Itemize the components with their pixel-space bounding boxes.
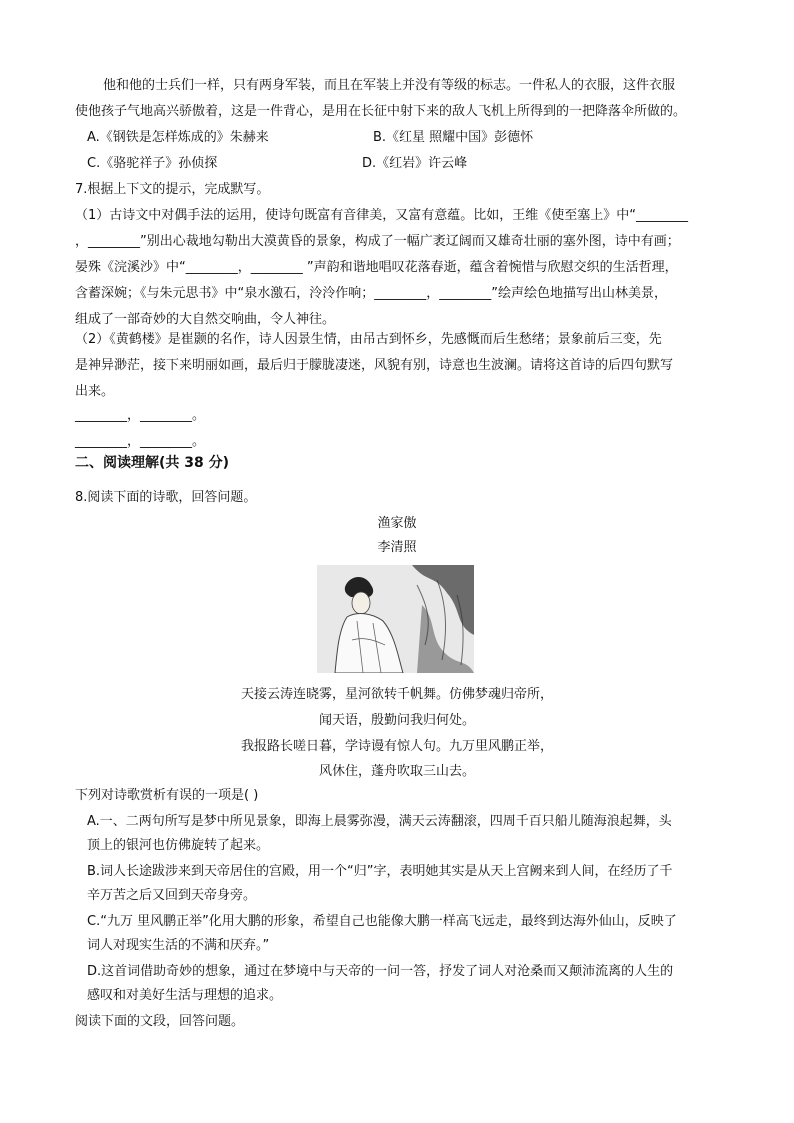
- q6-passage-line-1: 他和他的士兵们一样，只有两身军装，而且在军装上并没有等级的标志。一件私人的衣服，这件衣服: [103, 78, 676, 93]
- q7-blank-line-1[interactable]: ________，________。: [75, 408, 206, 423]
- poem-line-4: 风休住，蓬舟吹取三山去。: [318, 764, 475, 779]
- q7-part1-line-1: （1）古诗文中对偶手法的运用，使诗句既富有音律美，又富有意蕴。比如，王维《使至塞上》中“________: [75, 208, 689, 223]
- q6-option-d[interactable]: D.《红岩》许云峰: [362, 156, 468, 171]
- q7-part1-line-3: 晏殊《浣溪沙》中“________，________ ”声韵和谐地唱叹花落春逝，蕴含着惋惜与欣慰交织的生活哲理，: [75, 260, 678, 275]
- li-qingzhao-portrait-image: [317, 565, 474, 673]
- q8-option-c-line-2[interactable]: 词人对现实生活的不满和厌弃。”: [87, 938, 270, 953]
- q7-part2-line-3: 出来。: [75, 384, 115, 399]
- q7-blank-line-2[interactable]: ________，________。: [75, 434, 206, 449]
- section-2-title: 二、阅读理解(共 38 分): [75, 455, 230, 471]
- q7-part1-line-2: ，________”别出心裁地勾勒出大漠黄昏的景象，构成了一幅广袤辽阔而又雄奇壮丽的塞外图，诗中有画；: [75, 234, 680, 249]
- q8-option-d-line-1[interactable]: D.这首词借助奇妙的想象，通过在梦境中与天帝的一问一答，抒发了词人对沧桑而又颠沛流离的人生的: [87, 964, 674, 979]
- poem-title: 渔家傲: [377, 516, 417, 531]
- q8-option-b-line-1[interactable]: B.词人长途跋涉来到天帝居住的宫殿，用一个“归”字，表明她其实是从天上宫阙来到人间，在经历了千: [87, 864, 673, 879]
- q8-option-c-line-1[interactable]: C.“九万 里风鹏正举”化用大鹏的形象，希望自己也能像大鹏一样高飞远走，最终到达海外仙山，反映了: [87, 914, 677, 929]
- q7-part1-line-5: 组成了一部奇妙的大自然交响曲，令人神往。: [75, 312, 336, 327]
- q6-option-b[interactable]: B.《红星 照耀中国》彭德怀: [373, 130, 534, 145]
- q7-part2-line-1: （2）《黄鹤楼》是崔颢的名作，诗人因景生情，由吊古到怀乡，先感慨而后生愁绪；景象前后三变，先: [75, 332, 662, 347]
- poem-line-2: 闻天语，殷勤问我归何处。: [318, 713, 475, 728]
- q8-option-b-line-2[interactable]: 辛万苦之后又回到天帝身旁。: [87, 888, 257, 903]
- q8-title: 8.阅读下面的诗歌，回答问题。: [75, 490, 257, 505]
- poem-author: 李清照: [377, 540, 417, 555]
- q8-option-a-line-2[interactable]: 顶上的银河也仿佛旋转了起来。: [87, 838, 270, 853]
- q7-part1-line-4: 含蓄深婉；《与朱元思书》中“泉水激石，泠泠作响；________，________”绘声绘色地描写出山林美景，: [75, 286, 667, 301]
- q8-option-a-line-1[interactable]: A.一、二两句所写是梦中所见景象，即海上晨雾弥漫，满天云涛翻滚，四周千百只船儿随海浪起舞，头: [87, 814, 672, 829]
- q7-title: 7.根据上下文的提示，完成默写。: [75, 182, 270, 197]
- next-reading-prompt: 阅读下面的文段，回答问题。: [75, 1014, 245, 1029]
- q8-question: 下列对诗歌赏析有误的一项是( ): [75, 788, 259, 803]
- poem-line-1: 天接云涛连晓雾，星河欲转千帆舞。仿佛梦魂归帝所，: [240, 687, 553, 702]
- q8-option-d-line-2[interactable]: 感叹和对美好生活与理想的追求。: [87, 988, 283, 1003]
- poem-line-3: 我报路长嗟日暮，学诗谩有惊人句。九万里风鹏正举，: [240, 739, 553, 754]
- q6-option-c[interactable]: C.《骆驼祥子》孙侦探: [87, 156, 218, 171]
- q6-option-a[interactable]: A.《钢铁是怎样炼成的》朱赫来: [87, 130, 269, 145]
- q6-passage-line-2: 使他孩子气地高兴骄傲着，这是一件背心，是用在长征中射下来的敌人飞机上所得到的一把降落伞所做的。: [75, 104, 687, 119]
- portrait-illustration: [317, 565, 474, 673]
- q7-part2-line-2: 是神异渺茫，接下来明丽如画，最后归于朦胧凄迷，风貌有别，诗意也生波澜。请将这首诗的后四句默写: [75, 358, 674, 373]
